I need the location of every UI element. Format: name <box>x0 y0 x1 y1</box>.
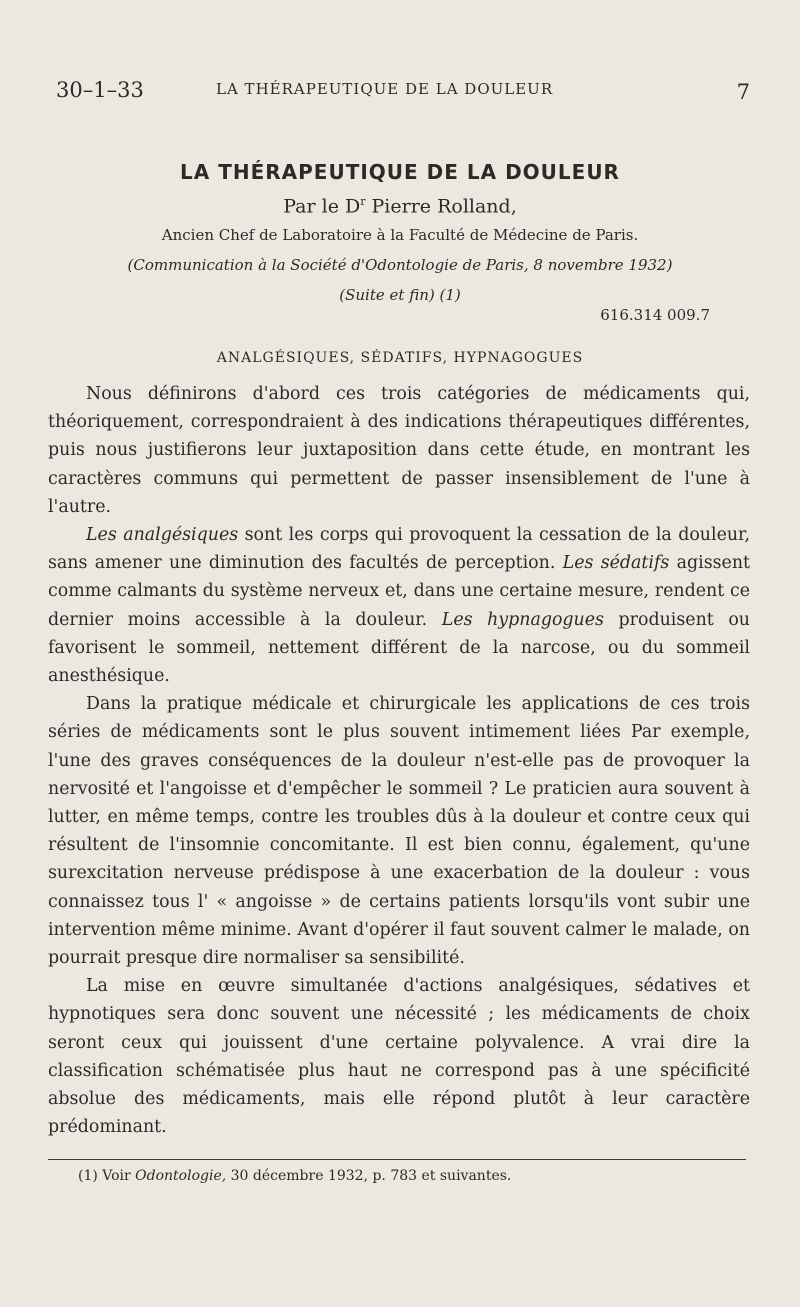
term-sedatifs: Les sédatifs <box>562 553 670 574</box>
footnote-rule <box>48 1159 746 1160</box>
term-analgesiques: Les analgésiques <box>86 525 239 546</box>
paragraph-4: La mise en œuvre simultanée d'actions analgésiques, sédatives et hypnotiques sera donc souvent une nécessité ; les médicaments de choix seront ceux qui jouissent d'une certaine polyvalence. A vrai dire la classification schématisée plus haut ne correspond pas à une spécificité absolue des médicaments, mais elle répond plutôt à leur caractère prédominant. <box>48 976 750 1138</box>
paragraph-3: Dans la pratique médicale et chirurgicale les applications de ces trois séries de médicaments sont le plus souvent intimement liées Par exemple, l'une des graves conséquences de la douleur n'est-elle pas de provoquer la nervosité et l'angoisse et d'empêcher le sommeil ? Le praticien aura souvent à lutter, en même temps, contre les troubles dûs à la douleur et contre ceux qui résultent de l'insomnie concomitante. Il est bien connu, également, qu'une surexcitation nerveuse prédispose à une exacerbation de la douleur : vous connaissez tous l' « angoisse » de certains patients lorsqu'ils vont subir une intervention même minime. Avant d'opérer il faut souvent calmer le malade, on pourrait presque dire normaliser sa sensibilité. <box>48 694 750 969</box>
footnote-journal: Odontologie, <box>135 1168 227 1184</box>
suite-note: (Suite et fin) (1) <box>339 286 461 304</box>
article-body <box>48 380 750 1141</box>
footnote <box>78 1168 511 1184</box>
paragraph-2-text-a: sont les corps qui provoquent la cessation de la douleur, sans amener une diminution des facultés de perception. <box>48 525 750 574</box>
article-title: LA THÉRAPEUTIQUE DE LA DOULEUR <box>180 160 620 184</box>
author-affiliation: Ancien Chef de Laboratoire à la Faculté de Médecine de Paris. <box>161 226 639 244</box>
paragraph-1: Nous définirons d'abord ces trois catégories de médicaments qui, théoriquement, correspondraient à des indications thérapeutiques différentes, puis nous justifierons leur juxtaposition dans cette étude, en montrant les caractères communs qui permettent de passer insensiblement de l'une à l'autre. <box>48 384 750 517</box>
running-head-date: 30–1–33 <box>56 78 144 102</box>
running-head-title: LA THÉRAPEUTIQUE DE LA DOULEUR <box>216 80 554 98</box>
paragraph-2-text-c: produisent ou favorisent le sommeil, nettement différent de la narcose, ou du sommeil anesthésique. <box>48 609 750 687</box>
footnote-text-b: 30 décembre 1932, p. 783 et suivantes. <box>226 1168 512 1184</box>
classification-code: 616.314 009.7 <box>600 306 710 324</box>
footnote-text-a: (1) Voir <box>78 1168 136 1184</box>
author-prefix: Par le D <box>283 195 361 218</box>
paragraph-2-text-b: agissent comme calmants du système nerveux et, dans une certaine mesure, rendent ce dernier moins accessible à la douleur. <box>48 553 751 630</box>
page-number: 7 <box>736 80 750 104</box>
paragraph-2 <box>48 521 750 690</box>
section-heading: ANALGÉSIQUES, SÉDATIFS, HYPNAGOGUES <box>216 350 584 366</box>
communication-note: (Communication à la Société d'Odontologie de Paris, 8 novembre 1932) <box>127 256 673 274</box>
running-head <box>56 78 750 112</box>
author-title-sup: r <box>360 195 366 208</box>
term-hypnagogues: Les hypnagogues <box>441 609 604 630</box>
author-name: Pierre Rolland, <box>365 195 517 218</box>
article-author <box>0 195 800 217</box>
